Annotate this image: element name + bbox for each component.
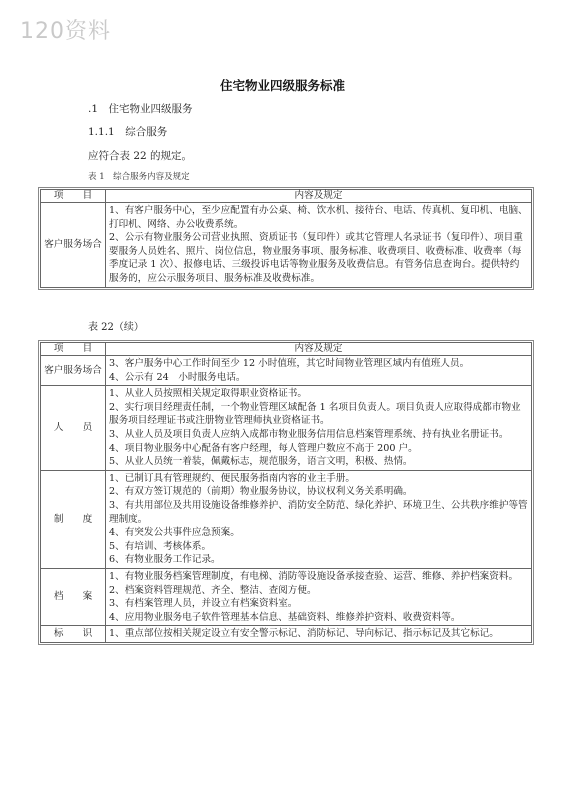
section-heading: .1 住宅物业四级服务 [88,103,193,115]
content-item: 1、已制订具有管理规约、便民服务指南内容的业主手册。 [109,472,355,484]
table-row [41,386,532,471]
table-row [41,203,532,288]
content-item: 2、档案资料管理规范、齐全、整洁、查阅方便。 [109,584,317,596]
table-header-row [41,343,532,356]
content-item: 1、重点部位按相关规定设立有安全警示标记、消防标记、导向标记、指示标记及其它标记。 [109,628,499,640]
table2-caption: 表 22（续） [88,322,144,333]
row-content [106,386,532,471]
subsection-heading: 1.1.1 综合服务 [88,126,168,138]
content-item: 1、有物业服务档案管理制度，有电梯、消防等设施设备承接查验、运营、维修、养护档案资料。 [109,570,519,582]
content-item: 3、客户服务中心工作时间至少 12 小时值班，其它时间物业管理区域内有值班人员。 [109,358,470,369]
content-item: 1、从业人员按照相关规定取得职业资格证书。 [109,388,307,400]
table-row [41,470,532,568]
row-category: 人 员 [41,386,106,471]
content-item: 5、有培训、考核体系。 [109,540,212,552]
content-item: 4、应用物业服务电子软件管理基本信息、基础资料、维修养护资料、收费资料等。 [109,611,461,623]
header-col-item: 项 目 [41,190,106,203]
row-content [106,568,532,625]
content-item: 2、有双方签订规范的（前期）物业服务协议，协议权利义务关系明确。 [109,486,413,498]
intro-text: 应符合表 22 的规定。 [88,150,193,162]
row-category: 客户服务场合 [41,203,106,288]
row-content [106,356,532,386]
row-category: 档 案 [41,568,106,625]
row-content [106,203,532,288]
table-row [41,356,532,386]
table2 [40,342,532,643]
content-item: 6、有物业服务工作记录。 [109,554,221,566]
watermark-logo: 120资料 [20,19,111,44]
table-header-row [41,190,532,203]
row-category: 客户服务场合 [41,356,106,386]
table-row [41,568,532,625]
content-item: 2、实行项目经理责任制，一个物业管理区域配备 1 名项目负责人。项目负责人应取得成都市物业服务项目经理证书或注册物业管理师执业资格证书。 [109,401,521,427]
header-col-content: 内容及规定 [106,190,532,203]
content-item: 4、项目物业服务中心配备有客户经理，每人管理户数应不高于 200 户。 [109,442,418,454]
content-item: 3、从业人员及项目负责人应纳入成都市物业服务信用信息档案管理系统、持有执业名册证书。 [109,428,509,440]
row-category: 标 识 [41,626,106,643]
content-item: 1、有客户服务中心，至少应配置有办公桌、椅、饮水机、接待台、电话、传真机、复印机、电脑、打印机、网络、办公收费系统。 [109,205,528,230]
content-item: 4、有突发公共事件应急预案。 [109,527,240,539]
content-item: 3、有共用部位及共用设施设备维修养护、消防安全防范、绿化养护、环境卫生、公共秩序维护等管理制度。 [109,499,528,525]
content-item: 3、有档案管理人员，并设立有档案资料室。 [109,598,298,610]
content-item: 2、公示有物业服务公司营业执照、资质证书（复印件）或其它管理人名录证书（复印件）、项目重要服务人员姓名、照片、岗位信息，物业服务事项、服务标准、收费项目、收费标准、收费率（每季度记录 1 次）、报修电话、三级投诉电话等物业服务及收费信息。有管务信息查询台。提供特约服务的，应公示服务项目、服务标准及收费标准。 [109,232,523,284]
row-content [106,626,532,643]
content-item: 4、公示有 24 小时服务电话。 [109,371,246,383]
row-content [106,470,532,568]
table1-caption: 表 1 综合服务内容及规定 [88,172,190,182]
header-col-item: 项 目 [41,343,106,356]
header-col-content: 内容及规定 [106,343,532,356]
row-category: 制 度 [41,470,106,568]
document-title: 住宅物业四级服务标准 [219,78,345,93]
table-row [41,626,532,643]
table1 [40,189,532,288]
content-item: 5、从业人员统一着装，佩戴标志，规范服务，语言文明，积极、热情。 [109,456,413,468]
